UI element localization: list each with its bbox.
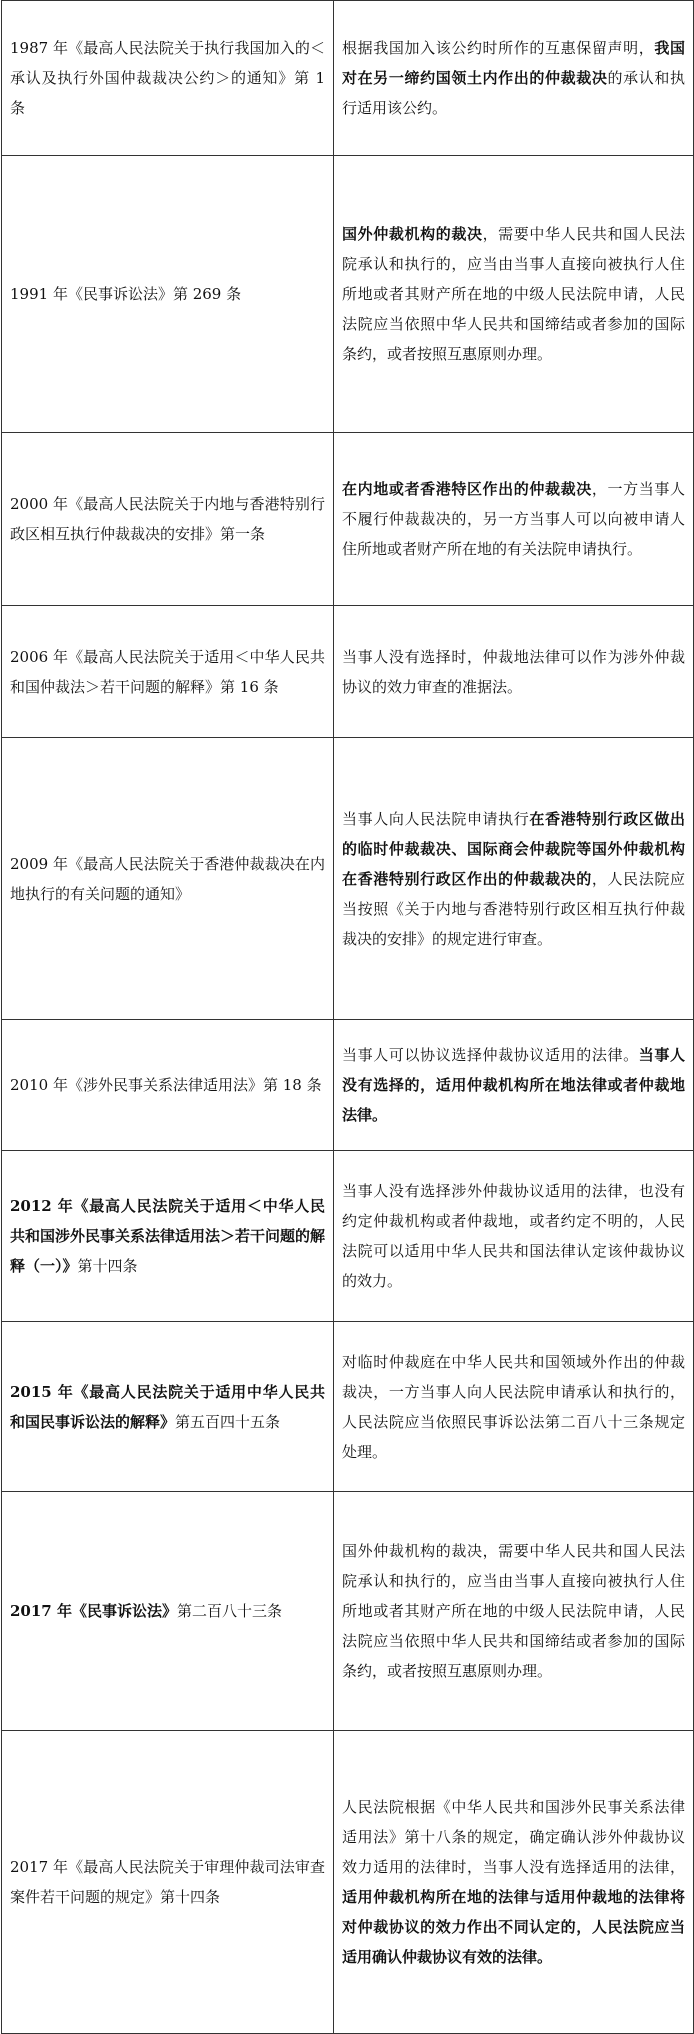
law-cell [2,1492,334,1731]
content-text-bold: 在香港特别行政区做出的临时仲裁裁决、国际商会仲裁院等国外仲裁机构在香港特别行政区作出的仲裁裁决的 [342,809,685,888]
law-text: 2000 年《最高人民法院关于内地与香港特别行政区相互执行仲裁裁决的安排》第一条 [10,495,325,543]
table-row [2,156,694,433]
content-text: 当事人可以协议选择仲裁协议适用的法律。 [342,1046,639,1064]
content-text: 当事人没有选择涉外仲裁协议适用的法律，也没有约定仲裁机构或者仲裁地，或者约定不明的，人民法院可以适用中华人民共和国法律认定该仲裁协议的效力。 [342,1182,685,1290]
content-cell [334,1322,694,1492]
content-text: ，一方当事人不履行仲裁裁决的，另一方当事人可以向被申请人住所地或者财产所在地的有关法院申请执行。 [342,480,685,558]
content-text: 根据我国加入该公约时所作的互惠保留声明， [342,39,655,57]
law-text-bold: 2012 年《最高人民法院关于适用＜中华人民共和国涉外民事关系法律适用法＞若干问题的解释（一）》 [10,1197,326,1275]
law-text: 2010 年《涉外民事关系法律适用法》第 18 条 [10,1076,322,1094]
content-text: 对临时仲裁庭在中华人民共和国领域外作出的仲裁裁决，一方当事人向人民法院申请承认和执行的，人民法院应当依照民事诉讼法第二百八十三条规定处理。 [342,1352,685,1461]
law-text: 1987 年《最高人民法院关于执行我国加入的＜承认及执行外国仲裁裁决公约＞的通知》第 1 条 [10,39,325,117]
content-cell [334,156,694,433]
content-cell [334,1020,694,1151]
law-comparison-table [1,0,694,2034]
content-text: ，人民法院应当按照《关于内地与香港特别行政区相互执行仲裁裁决的安排》的规定进行审查。 [342,869,685,948]
content-text-bold: 当事人没有选择的，适用仲裁机构所在地法律或者仲裁地法律。 [342,1046,685,1124]
content-text: 的承认和执行适用该公约。 [342,69,685,117]
table-row [2,606,694,738]
law-text: 1991 年《民事诉讼法》第 269 条 [10,285,242,303]
law-text: 第十四条 [77,1257,138,1275]
table-row [2,1492,694,1731]
law-cell [2,1322,334,1492]
table-row [2,738,694,1020]
law-text-bold: 2015 年《最高人民法院关于适用中华人民共和国民事诉讼法的解释》 [10,1382,325,1431]
law-cell [2,738,334,1020]
table-row [2,1322,694,1492]
content-text-bold: 在内地或者香港特区作出的仲裁裁决 [342,480,592,498]
content-text: 当事人没有选择时，仲裁地法律可以作为涉外仲裁协议的效力审查的准据法。 [342,647,685,696]
law-text: 第二百八十三条 [176,1602,282,1620]
content-cell [334,738,694,1020]
content-text: 当事人向人民法院申请执行 [342,809,530,828]
law-text-bold: 2017 年《民事诉讼法》 [10,1602,177,1620]
law-cell [2,606,334,738]
content-cell [334,1151,694,1322]
table-row [2,433,694,606]
content-text-bold: 适用仲裁机构所在地的法律与适用仲裁地的法律将对仲裁协议的效力作出不同认定的，人民法院应当适用确认仲裁协议有效的法律。 [342,1888,685,1966]
content-cell [334,1731,694,2034]
content-cell [334,606,694,738]
law-cell [2,1,334,156]
law-cell [2,1731,334,2034]
table-row [2,1151,694,1322]
law-text: 2009 年《最高人民法院关于香港仲裁裁决在内地执行的有关问题的通知》 [10,854,325,903]
content-text-bold: 国外仲裁机构的裁决 [342,225,483,243]
law-text: 第五百四十五条 [175,1412,281,1431]
law-text: 2017 年《最高人民法院关于审理仲裁司法审查案件若干问题的规定》第十四条 [10,1858,325,1906]
law-cell [2,1020,334,1151]
table-row [2,1731,694,2034]
table-row [2,1020,694,1151]
content-cell [334,433,694,606]
law-cell [2,156,334,433]
content-text: 国外仲裁机构的裁决，需要中华人民共和国人民法院承认和执行的，应当由当事人直接向被执行人住所地或者其财产所在地的中级人民法院申请，人民法院应当依照中华人民共和国缔结或者参加的国际条约，或者按照互惠原则办理。 [342,1542,685,1680]
content-text: ，需要中华人民共和国人民法院承认和执行的，应当由当事人直接向被执行人住所地或者其财产所在地的中级人民法院申请，人民法院应当依照中华人民共和国缔结或者参加的国际条约，或者按照互惠原则办理。 [342,225,685,363]
law-cell [2,1151,334,1322]
law-cell [2,433,334,606]
table-row [2,1,694,156]
law-text: 2006 年《最高人民法院关于适用＜中华人民共和国仲裁法＞若干问题的解释》第 16 条 [10,647,325,696]
content-cell [334,1,694,156]
content-cell [334,1492,694,1731]
content-text-bold: 我国对在另一缔约国领土内作出的仲裁裁决 [342,39,685,87]
content-text: 人民法院根据《中华人民共和国涉外民事关系法律适用法》第十八条的规定，确定确认涉外仲裁协议效力适用的法律时，当事人没有选择适用的法律， [342,1798,685,1876]
